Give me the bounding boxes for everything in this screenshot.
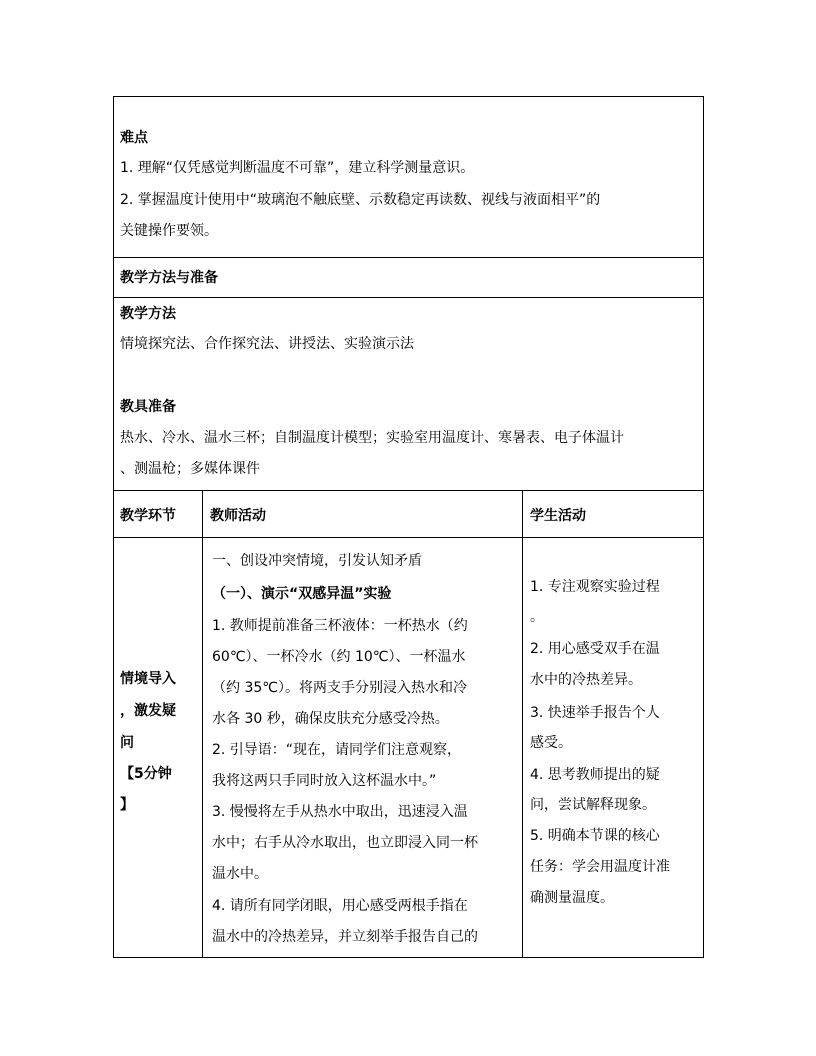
teacher-line: 3. 慢慢将左手从热水中取出，迅速浸入温 bbox=[212, 804, 468, 820]
student-line: 感受。 bbox=[530, 735, 572, 751]
stage-line-2: ，激发疑 bbox=[120, 703, 176, 719]
tools-heading: 教具准备 bbox=[120, 399, 176, 415]
student-line: 确测量温度。 bbox=[530, 890, 614, 906]
teacher-line: 水各 30 秒，确保皮肤充分感受冷热。 bbox=[212, 711, 449, 727]
teacher-line: 温水中的冷热差异，并立刻举手报告自己的 bbox=[212, 929, 478, 945]
difficulty-point-1: 1. 理解“仅凭感觉判断温度不可靠”，建立科学测量意识。 bbox=[120, 160, 475, 176]
stage-line-1: 情境导入 bbox=[120, 671, 176, 687]
column-divider-1 bbox=[202, 490, 203, 958]
header-student-activity: 学生活动 bbox=[530, 508, 586, 524]
methods-heading: 教学方法 bbox=[120, 306, 176, 322]
stage-duration-line-1: 【5分钟 bbox=[120, 766, 172, 782]
header-teacher-activity: 教师活动 bbox=[210, 508, 266, 524]
student-line: 3. 快速举手报告个人 bbox=[530, 705, 660, 721]
teacher-line: 60℃）、一杯冷水（约 10℃）、一杯温水 bbox=[212, 649, 466, 665]
table-divider-methods-body bbox=[113, 297, 704, 298]
difficulty-point-2-line-2: 关键操作要领。 bbox=[120, 223, 218, 239]
table-border-left bbox=[113, 96, 114, 958]
difficulty-point-2-line-1: 2. 掌握温度计使用中“玻璃泡不触底壁、示数稳定再读数、视线与液面相平”的 bbox=[120, 192, 601, 208]
table-border-top bbox=[113, 96, 704, 97]
tools-text-line-1: 热水、冷水、温水三杯；自制温度计模型；实验室用温度计、寒暑表、电子体温计 bbox=[120, 430, 624, 446]
teacher-line: 4. 请所有同学闭眼，用心感受两根手指在 bbox=[212, 898, 468, 914]
stage-line-3: 问 bbox=[120, 735, 134, 751]
header-stage: 教学环节 bbox=[120, 508, 176, 524]
stage-duration-line-2: 】 bbox=[120, 797, 134, 813]
student-line: 4. 思考教师提出的疑 bbox=[530, 767, 660, 783]
methods-text: 情境探究法、合作探究法、讲授法、实验演示法 bbox=[120, 336, 414, 352]
teacher-line: 1. 教师提前准备三杯液体：一杯热水（约 bbox=[212, 618, 468, 634]
teacher-line: 水中；右手从冷水取出，也立即浸入同一杯 bbox=[212, 835, 478, 851]
student-line: 2. 用心感受双手在温 bbox=[530, 641, 660, 657]
teacher-line: 一、创设冲突情境，引发认知矛盾 bbox=[212, 553, 422, 569]
tools-text-line-2: 、测温枪；多媒体课件 bbox=[120, 461, 260, 477]
table-border-right bbox=[703, 96, 704, 958]
difficulty-heading: 难点 bbox=[120, 130, 148, 146]
teacher-line: （一）、演示“双感异温”实验 bbox=[212, 586, 392, 602]
teacher-line: （约 35℃）。将两支手分别浸入热水和冷 bbox=[212, 680, 467, 696]
column-divider-2 bbox=[522, 490, 523, 958]
teacher-line: 温水中。 bbox=[212, 866, 268, 882]
teacher-line: 我将这两只手同时放入这杯温水中。” bbox=[212, 773, 437, 789]
student-line: 水中的冷热差异。 bbox=[530, 672, 642, 688]
student-line: 任务：学会用温度计准 bbox=[530, 859, 670, 875]
student-line: 5. 明确本节课的核心 bbox=[530, 828, 660, 844]
student-line: 。 bbox=[530, 609, 544, 625]
teacher-line: 2. 引导语：“现在，请同学们注意观察， bbox=[212, 742, 462, 758]
table-divider-methods bbox=[113, 257, 704, 258]
student-line: 1. 专注观察实验过程 bbox=[530, 579, 660, 595]
student-line: 问，尝试解释现象。 bbox=[530, 797, 656, 813]
methods-section-title: 教学方法与准备 bbox=[120, 270, 218, 286]
